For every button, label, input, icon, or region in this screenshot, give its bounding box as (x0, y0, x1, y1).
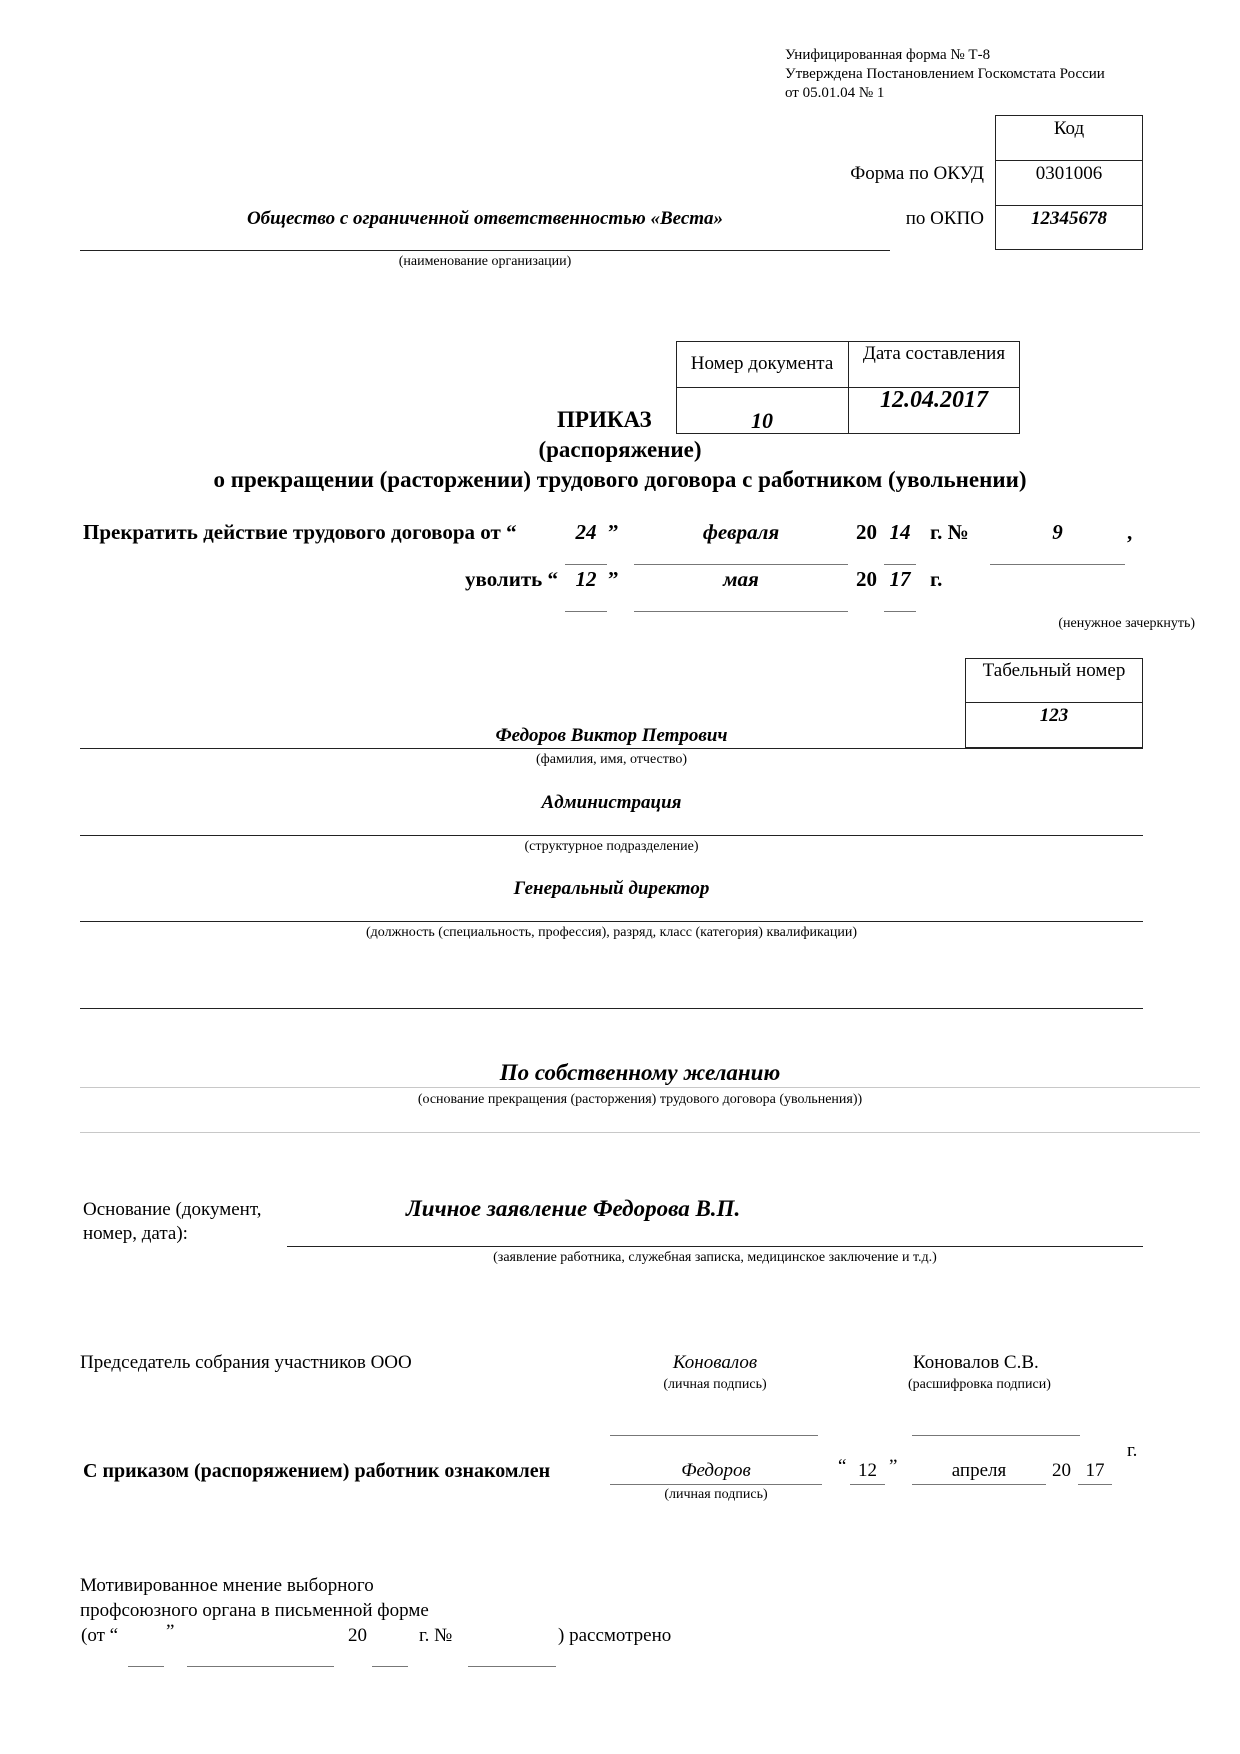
strike-note: (ненужное зачеркнуть) (1058, 616, 1195, 631)
document-number-value: 10 (751, 408, 773, 433)
employee-department: Администрация (541, 792, 682, 813)
acknowledgement-open-quote: “ (838, 1456, 847, 1477)
termination-reason-caption: (основание прекращения (расторжения) трудового договора (увольнения)) (417, 1092, 863, 1107)
contract-day: 24 (575, 520, 597, 544)
okpo-label: по ОКПО (905, 208, 984, 229)
contract-year-underline (884, 564, 916, 565)
code-table-divider (995, 160, 1143, 161)
head-signature: Коновалов (672, 1352, 758, 1373)
dismiss-month: мая (723, 567, 759, 591)
union-day-underline (128, 1666, 164, 1667)
contract-number: 9 (1052, 520, 1063, 544)
contract-year-suffix: 14 (889, 520, 911, 544)
head-decoding-underline (912, 1435, 1080, 1436)
department-underline (80, 835, 1143, 836)
dismiss-label: уволить “ (465, 567, 558, 591)
head-signature-caption: (личная подпись) (663, 1377, 767, 1392)
basis-label-line-2: номер, дата): (83, 1223, 188, 1244)
dismiss-close-quote: ” (608, 567, 619, 591)
acknowledgement-signature-caption: (личная подпись) (664, 1487, 768, 1502)
acknowledgement-year-label: г. (1127, 1440, 1138, 1461)
acknowledgement-year-prefix: 20 (1052, 1460, 1071, 1481)
acknowledgement-label: С приказом (распоряжением) работник ознакомлен (83, 1460, 551, 1482)
union-number-underline (468, 1666, 556, 1667)
organization-caption: (наименование организации) (398, 254, 572, 269)
union-line-2: профсоюзного органа в письменной форме (80, 1600, 429, 1621)
dismiss-year-underline (884, 611, 916, 612)
termination-extra-underline (80, 1132, 1200, 1133)
dismiss-month-underline (634, 611, 848, 612)
form-reference-line-2: Утверждена Постановлением Госкомстата России (785, 66, 1105, 82)
union-close-quote: ” (166, 1621, 175, 1642)
basis-underline (287, 1246, 1143, 1247)
okud-value: 0301006 (1035, 163, 1103, 184)
employee-full-name: Федоров Виктор Петрович (495, 725, 728, 746)
union-number-label: г. № (419, 1625, 453, 1646)
head-decoding-caption: (расшифровка подписи) (908, 1377, 1051, 1392)
contract-number-label: г. № (930, 520, 969, 544)
acknowledgement-close-quote: ” (889, 1456, 898, 1477)
tabel-number-value: 123 (1039, 705, 1069, 726)
termination-reason-underline (80, 1087, 1200, 1088)
contract-month-underline (634, 564, 848, 565)
dismiss-day: 12 (575, 567, 597, 591)
tabel-number-header: Табельный номер (982, 660, 1126, 681)
contract-close-quote: ” (608, 520, 619, 544)
employee-position: Генеральный директор (513, 878, 710, 899)
form-reference-line-3: от 05.01.04 № 1 (785, 85, 885, 101)
okud-label: Форма по ОКУД (850, 163, 984, 184)
organization-name: Общество с ограниченной ответственностью «Веста» (246, 208, 724, 229)
code-table-divider (995, 205, 1143, 206)
organization-name-underline (80, 250, 890, 251)
employee-name-caption: (фамилия, имя, отчество) (535, 752, 688, 767)
document-number-header: Номер документа (690, 353, 834, 374)
acknowledgement-day-underline (850, 1484, 885, 1485)
contract-day-underline (565, 564, 607, 565)
order-title-long: о прекращении (расторжении) трудового договора с работником (увольнении) (213, 467, 1027, 492)
code-header: Код (1053, 118, 1085, 139)
acknowledgement-month: апреля (951, 1460, 1007, 1481)
basis-label-line-1: Основание (документ, (83, 1199, 262, 1220)
contract-number-underline (990, 564, 1125, 565)
position-extra-underline (80, 1008, 1143, 1009)
basis-value: Личное заявление Федорова В.П. (406, 1196, 741, 1221)
order-subtitle: (распоряжение) (538, 437, 702, 462)
acknowledgement-year-suffix: 17 (1085, 1460, 1105, 1481)
okpo-value: 12345678 (1031, 208, 1107, 229)
position-underline (80, 921, 1143, 922)
form-reference-line-1: Унифицированная форма № Т-8 (785, 47, 991, 63)
dismiss-year-prefix: 20 (856, 567, 877, 591)
union-year-underline (372, 1666, 408, 1667)
union-month-underline (187, 1666, 334, 1667)
acknowledgement-signature: Федоров (681, 1460, 751, 1481)
dismiss-year-suffix: 17 (889, 567, 911, 591)
contract-label: Прекратить действие трудового договора от “ (83, 520, 517, 544)
union-from-label: (от “ (81, 1625, 119, 1646)
union-year-prefix: 20 (348, 1625, 367, 1646)
union-reviewed: ) рассмотрено (558, 1625, 672, 1646)
acknowledgement-day: 12 (858, 1460, 877, 1481)
contract-comma: , (1127, 520, 1133, 544)
acknowledgement-year-underline (1078, 1484, 1112, 1485)
head-decoding: Коновалов С.В. (913, 1352, 1039, 1373)
contract-month: февраля (702, 520, 780, 544)
head-signature-underline (610, 1435, 818, 1436)
contract-year-prefix: 20 (856, 520, 877, 544)
position-caption: (должность (специальность, профессия), разряд, класс (категория) квалификации) (365, 925, 857, 940)
basis-caption: (заявление работника, служебная записка, медицинское заключение и т.д.) (493, 1250, 937, 1265)
order-title: ПРИКАЗ (557, 407, 652, 432)
acknowledgement-month-underline (912, 1484, 1046, 1485)
employee-name-underline (80, 748, 1143, 749)
head-position: Председатель собрания участников ООО (80, 1352, 412, 1373)
department-caption: (структурное подразделение) (524, 839, 699, 854)
tabel-table-divider (965, 702, 1143, 703)
document-date-value: 12.04.2017 (880, 387, 988, 413)
termination-reason: По собственному желанию (499, 1060, 781, 1085)
document-date-header: Дата составления (862, 343, 1006, 364)
union-line-1: Мотивированное мнение выборного (80, 1575, 374, 1596)
dismiss-year-label: г. (930, 567, 943, 591)
acknowledgement-signature-underline (610, 1484, 822, 1485)
dismiss-day-underline (565, 611, 607, 612)
